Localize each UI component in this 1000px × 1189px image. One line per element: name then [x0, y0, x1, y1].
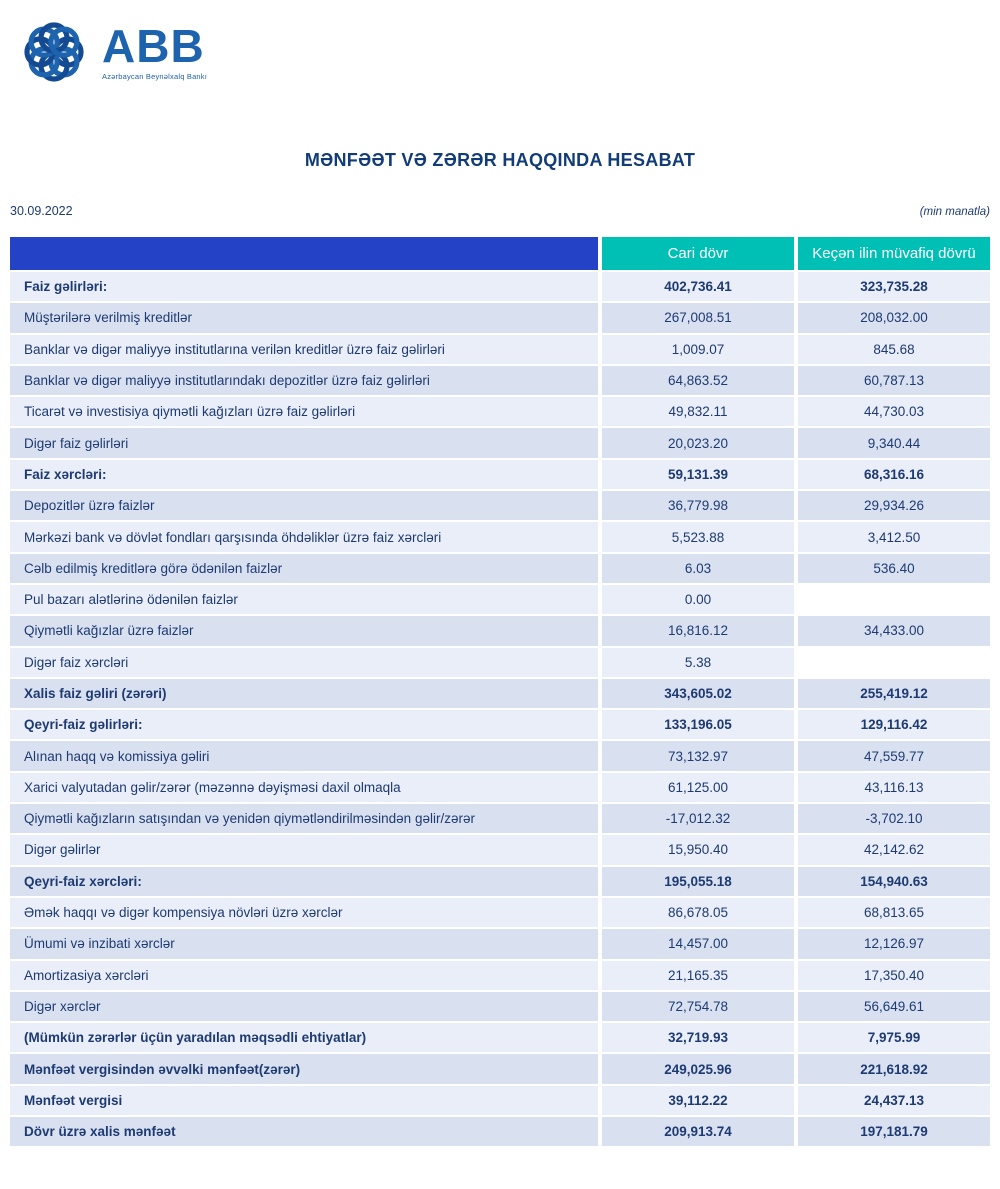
table-row	[10, 961, 990, 990]
row-previous-value	[798, 648, 990, 677]
row-previous-value: 47,559.77	[798, 741, 990, 770]
table-row	[10, 835, 990, 864]
table-row	[10, 773, 990, 802]
table-row	[10, 741, 990, 770]
row-current-value: 72,754.78	[602, 992, 794, 1021]
row-previous-value: 68,316.16	[798, 460, 990, 489]
row-previous-value: 42,142.62	[798, 835, 990, 864]
row-label: Depozitlər üzrə faizlər	[10, 491, 598, 520]
row-label: Mərkəzi bank və dövlət fondları qarşısında öhdəliklər üzrə faiz xərcləri	[10, 522, 598, 551]
table-row	[10, 366, 990, 395]
table-row	[10, 710, 990, 739]
abb-logo	[14, 12, 207, 92]
row-previous-value: 44,730.03	[798, 397, 990, 426]
row-current-value: 21,165.35	[602, 961, 794, 990]
row-current-value: 36,779.98	[602, 491, 794, 520]
pl-table	[10, 237, 990, 1148]
row-label: Alınan haqq və komissiya gəliri	[10, 741, 598, 770]
row-previous-value	[798, 585, 990, 614]
abb-logo-text	[102, 20, 208, 81]
row-current-value: 32,719.93	[602, 1023, 794, 1052]
row-label: Mənfəət vergisindən əvvəlki mənfəət(zərər)	[10, 1054, 598, 1083]
row-label: Pul bazarı alətlərinə ödənilən faizlər	[10, 585, 598, 614]
row-current-value: 402,736.41	[602, 272, 794, 301]
row-previous-value: -3,702.10	[798, 804, 990, 833]
table-row	[10, 898, 990, 927]
abb-logo-icon	[14, 12, 94, 92]
row-label: Xarici valyutadan gəlir/zərər (məzənnə dəyişməsi daxil olmaqla	[10, 773, 598, 802]
table-body	[10, 272, 990, 1146]
row-previous-value: 3,412.50	[798, 522, 990, 551]
row-current-value: 209,913.74	[602, 1117, 794, 1146]
table-row	[10, 1054, 990, 1083]
table-row	[10, 335, 990, 364]
row-previous-value: 56,649.61	[798, 992, 990, 1021]
row-current-value: 0.00	[602, 585, 794, 614]
row-previous-value: 60,787.13	[798, 366, 990, 395]
row-current-value: 61,125.00	[602, 773, 794, 802]
row-previous-value: 7,975.99	[798, 1023, 990, 1052]
table-row	[10, 428, 990, 457]
table-row	[10, 992, 990, 1021]
row-previous-value: 154,940.63	[798, 867, 990, 896]
row-label: Banklar və digər maliyyə institutlarına verilən kreditlər üzrə faiz gəlirləri	[10, 335, 598, 364]
meta-row	[10, 204, 990, 218]
row-label: Digər faiz xərcləri	[10, 648, 598, 677]
row-previous-value: 197,181.79	[798, 1117, 990, 1146]
row-previous-value: 34,433.00	[798, 616, 990, 645]
row-previous-value: 43,116.13	[798, 773, 990, 802]
brand-name: ABB	[102, 20, 205, 72]
row-current-value: 343,605.02	[602, 679, 794, 708]
row-current-value: -17,012.32	[602, 804, 794, 833]
row-label: Faiz gəlirləri:	[10, 272, 598, 301]
row-current-value: 14,457.00	[602, 929, 794, 958]
row-current-value: 5,523.88	[602, 522, 794, 551]
unit-note: (min manatla)	[919, 206, 990, 218]
row-label: Ticarət və investisiya qiymətli kağızları üzrə faiz gəlirləri	[10, 397, 598, 426]
row-current-value: 16,816.12	[602, 616, 794, 645]
brand-subtitle: Azərbaycan Beynəlxalq Bankı	[102, 72, 208, 81]
row-label: Qiymətli kağızlar üzrə faizlər	[10, 616, 598, 645]
row-label: Müştərilərə verilmiş kreditlər	[10, 303, 598, 332]
row-current-value: 64,863.52	[602, 366, 794, 395]
table-header	[10, 237, 990, 270]
row-label: (Mümkün zərərlər üçün yaradılan məqsədli ehtiyatlar)	[10, 1023, 598, 1052]
report-date: 30.09.2022	[10, 204, 73, 218]
row-current-value: 195,055.18	[602, 867, 794, 896]
row-previous-value: 255,419.12	[798, 679, 990, 708]
table-row	[10, 1023, 990, 1052]
row-label: Əmək haqqı və digər kompensiya növləri üzrə xərclər	[10, 898, 598, 927]
table-row	[10, 272, 990, 301]
row-label: Ümumi və inzibati xərclər	[10, 929, 598, 958]
row-label: Digər faiz gəlirləri	[10, 428, 598, 457]
table-row	[10, 522, 990, 551]
table-row	[10, 1086, 990, 1115]
row-current-value: 1,009.07	[602, 335, 794, 364]
header-spacer	[10, 237, 598, 270]
row-label: Qeyri-faiz gəlirləri:	[10, 710, 598, 739]
row-previous-value: 129,116.42	[798, 710, 990, 739]
row-current-value: 5.38	[602, 648, 794, 677]
row-label: Mənfəət vergisi	[10, 1086, 598, 1115]
table-row	[10, 679, 990, 708]
row-current-value: 86,678.05	[602, 898, 794, 927]
table-row	[10, 460, 990, 489]
row-current-value: 15,950.40	[602, 835, 794, 864]
row-previous-value: 536.40	[798, 554, 990, 583]
row-previous-value: 17,350.40	[798, 961, 990, 990]
row-current-value: 49,832.11	[602, 397, 794, 426]
row-current-value: 267,008.51	[602, 303, 794, 332]
row-previous-value: 29,934.26	[798, 491, 990, 520]
row-label: Amortizasiya xərcləri	[10, 961, 598, 990]
row-current-value: 6.03	[602, 554, 794, 583]
row-label: Banklar və digər maliyyə institutlarındakı depozitlər üzrə faiz gəlirləri	[10, 366, 598, 395]
row-current-value: 39,112.22	[602, 1086, 794, 1115]
row-current-value: 73,132.97	[602, 741, 794, 770]
row-current-value: 59,131.39	[602, 460, 794, 489]
row-current-value: 249,025.96	[602, 1054, 794, 1083]
row-label: Qiymətli kağızların satışından və yenidən qiymətləndirilməsindən gəlir/zərər	[10, 804, 598, 833]
table-row	[10, 397, 990, 426]
table-row	[10, 303, 990, 332]
row-label: Qeyri-faiz xərcləri:	[10, 867, 598, 896]
row-label: Faiz xərcləri:	[10, 460, 598, 489]
table-row	[10, 616, 990, 645]
column-header-current: Cari dövr	[602, 237, 794, 270]
table-row	[10, 1117, 990, 1146]
row-previous-value: 208,032.00	[798, 303, 990, 332]
row-label: Dövr üzrə xalis mənfəət	[10, 1117, 598, 1146]
row-previous-value: 845.68	[798, 335, 990, 364]
column-header-previous: Keçən ilin müvafiq dövrü	[798, 237, 990, 270]
page-title: MƏNFƏƏT VƏ ZƏRƏR HAQQINDA HESABAT	[304, 150, 696, 170]
row-previous-value: 221,618.92	[798, 1054, 990, 1083]
table-row	[10, 554, 990, 583]
row-current-value: 133,196.05	[602, 710, 794, 739]
row-previous-value: 9,340.44	[798, 428, 990, 457]
row-label: Digər gəlirlər	[10, 835, 598, 864]
row-current-value: 20,023.20	[602, 428, 794, 457]
row-label: Digər xərclər	[10, 992, 598, 1021]
table-row	[10, 491, 990, 520]
row-label: Xalis faiz gəliri (zərəri)	[10, 679, 598, 708]
row-previous-value: 323,735.28	[798, 272, 990, 301]
row-previous-value: 24,437.13	[798, 1086, 990, 1115]
row-previous-value: 68,813.65	[798, 898, 990, 927]
table-row	[10, 804, 990, 833]
table-row	[10, 648, 990, 677]
table-row	[10, 867, 990, 896]
table-row	[10, 585, 990, 614]
table-row	[10, 929, 990, 958]
row-label: Cəlb edilmiş kreditlərə görə ödənilən faizlər	[10, 554, 598, 583]
row-previous-value: 12,126.97	[798, 929, 990, 958]
